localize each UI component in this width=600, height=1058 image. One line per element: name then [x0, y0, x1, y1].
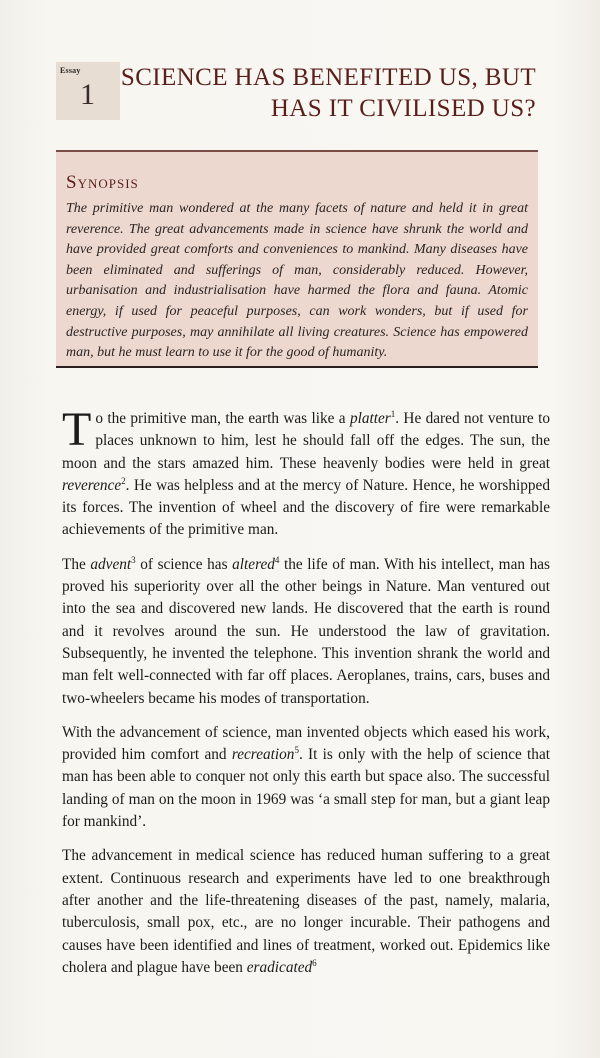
footnote-marker: 3 [131, 554, 136, 565]
paragraph-4 [62, 845, 550, 979]
essay-title [116, 62, 536, 124]
text-run: With the advancement of science, man invented objects which eased his work, provided him comfort and [62, 723, 550, 764]
text-run: . He dared not venture to places unknown to him, lest he should fall off the edges. The sun, the moon and the stars amazed him. These heavenly bodies were held in great [62, 410, 550, 472]
essay-label: Essay [60, 66, 81, 75]
footnote-marker: 1 [390, 408, 396, 419]
footnote-marker: 4 [274, 554, 280, 565]
footnote-marker: 6 [312, 957, 317, 968]
essay-number: 1 [80, 78, 95, 111]
text-run: the life of man. With his intellect, man has proved his superiority over all the other beings in Nature. Man ventured out into the sea and discovered new lands. He discovered that the earth is round and it revolves around the sun. He understood the law of gravitation. Subsequently, he invented the telephone. This invention shrank the world and man felt well-connected with far off places. Aeroplanes, trains, cars, buses and two-wheelers became his modes of transportation. [62, 555, 550, 707]
paragraph-3 [62, 722, 550, 833]
glossary-word-recreation: recreation [231, 746, 295, 764]
paragraph-1 [62, 403, 550, 542]
synopsis-heading: Synopsis [66, 172, 139, 193]
footnote-marker: 2 [121, 475, 126, 486]
glossary-word-advent: advent [90, 555, 132, 573]
title-line-1: SCIENCE HAS BENEFITED US, BUT [120, 64, 536, 91]
title-line-2: HAS IT CIVILISED US? [270, 95, 536, 122]
text-run: o the primitive man, the earth was like a [95, 410, 350, 427]
glossary-word-eradicated: eradicated [246, 958, 313, 976]
footnote-marker: 5 [294, 745, 299, 756]
text-run: . He was helpless and at the mercy of Nature. Hence, he worshipped its forces. The invention of wheel and the discovery of fire were remarkable achievements of the primitive man. [62, 476, 550, 539]
glossary-word-reverence: reverence [62, 476, 122, 494]
synopsis-box [56, 150, 538, 368]
synopsis-text: The primitive man wondered at the many facets of nature and held it in great reverence. The great advancements made in science have shrunk the world and have provided great comforts and conveniences to mankind. Many diseases have been eliminated and sufferings of man, considerably reduced. However, urbanisation and industrialisation have harmed the flora and fauna. Atomic energy, if used for peaceful purposes, can work wonders, but if used for destructive purposes, may annihilate all living creatures. Science has empowered man, but he must learn to use it for the good of humanity. [66, 201, 528, 361]
essay-number-box [56, 62, 120, 120]
essay-body [62, 403, 550, 991]
paragraph-2 [62, 554, 550, 710]
glossary-word-platter: platter [349, 410, 391, 427]
text-run: The [62, 555, 91, 573]
text-run: . It is only with the help of science that man has been able to conquer not only this earth but space also. The successful landing of man on the moon in 1969 was ‘a small step for man, but a giant leap for mankind’. [62, 746, 550, 831]
text-run: The advancement in medical science has reduced human suffering to a great extent. Continuous research and experiments have led to one breakthrough after another and the life-threatening diseases of the past, namely, malaria, tuberculosis, small pox, etc., are no longer incurable. Their pathogens and causes have been identified and lines of treatment, worked out. Epidemics like cholera and plague have been [62, 847, 550, 976]
drop-cap: T [62, 403, 92, 456]
text-run: of science has [135, 555, 233, 573]
glossary-word-altered: altered [232, 555, 275, 573]
